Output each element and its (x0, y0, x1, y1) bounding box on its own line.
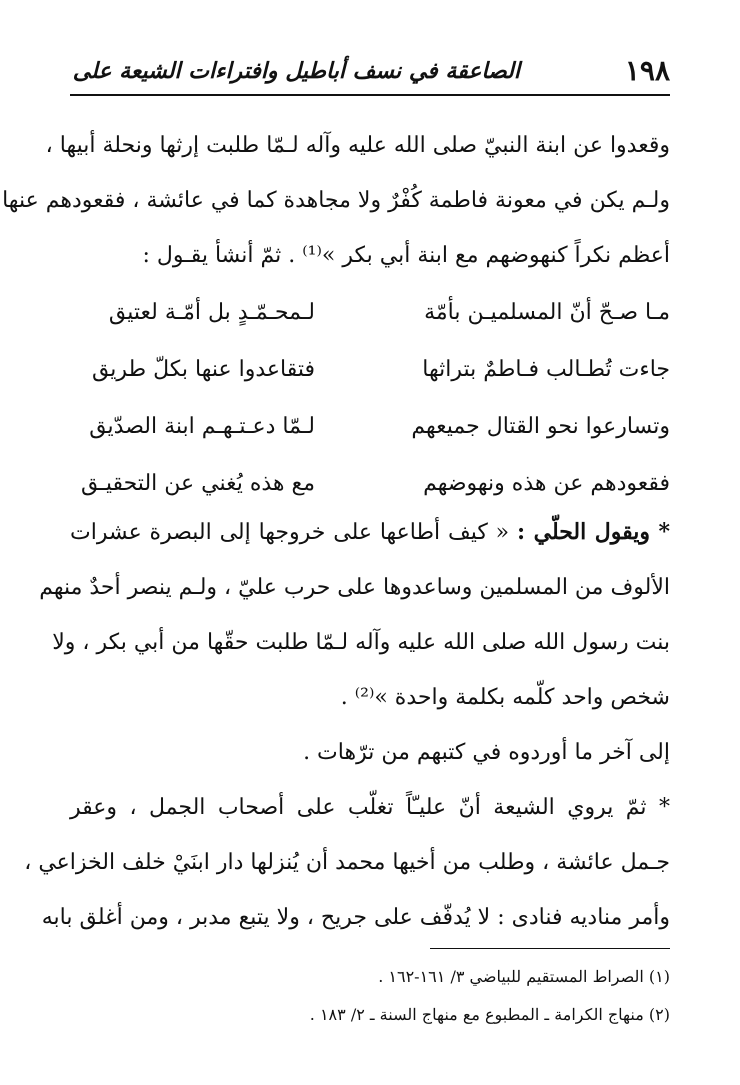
footnote-2: (٢) منهاج الكرامة ـ المطبوع مع منهاج السنة ـ ٢/ ١٨٣ . (309, 1005, 670, 1024)
paragraph-2-first-rest: « كيف أطاعها على خروجها إلى البصرة عشرات (70, 520, 517, 545)
text-line: وأمر مناديه فنادى : لا يُدفّف على جريح ، ولا يتبع مدبر ، ومن أغلق بابه (41, 905, 670, 930)
footnotes (70, 958, 670, 1034)
poem-verse (70, 288, 670, 345)
text-line: وقعدوا عن ابنة النبيّ صلى الله عليه وآله لـمّا طلبت إرثها ونحلة أبيها ، (45, 133, 670, 158)
paragraph-2-lead: * ويقول الحلّي : (516, 519, 670, 545)
page-header (70, 48, 670, 96)
footnote-rule (430, 948, 670, 949)
poem-verse (70, 402, 670, 459)
paragraph-1 (2, 118, 670, 283)
text-line: أعظم نكراً كنهوضهم مع ابنة أبي بكر »⁽¹⁾ . ثمّ أنشأ يقـول : (142, 243, 670, 268)
verse-first-hemistich: فقعودهم عن هذه ونهوضهم (423, 471, 670, 496)
verse-second-hemistich: لـمّا دعـتـهـم ابنة الصدّيق (89, 414, 315, 439)
verse-second-hemistich: لـمحـمّـدٍ بل أمّـة لعتيق (108, 300, 315, 325)
header-rule (70, 94, 670, 96)
text-line: بنت رسول الله صلى الله عليه وآله لـمّا طلبت حقّها من أبي بكر ، ولا (52, 630, 670, 655)
footnote-1: (١) الصراط المستقيم للبياضي ٣/ ١٦١-١٦٢ . (378, 967, 670, 986)
text-line: شخص واحد كلّمه بكلمة واحدة »⁽²⁾ . (340, 685, 670, 710)
paragraph-2-first-line (70, 505, 670, 560)
verse-first-hemistich: مـا صـحّ أنّ المسلميـن بأمّة (424, 300, 670, 325)
text-line: ولـم يكن في معونة فاطمة كُفْرٌ ولا مجاهدة كما في عائشة ، فقعودهم عنها (2, 188, 670, 213)
poem (70, 288, 670, 516)
text-line: * ثمّ يروي الشيعة أنّ عليـّاً تغلّب على أصحاب الجمل ، وعقر (70, 795, 670, 820)
paragraph-3: إلى آخر ما أوردوه في كتبهم من ترّهات . (303, 740, 670, 765)
verse-first-hemistich: جاءت تُطـالب فـاطمٌ بتراثها (422, 357, 670, 382)
text-line: الألوف من المسلمين وساعدوها على حرب عليّ ، ولـم ينصر أحدٌ منهم (39, 575, 670, 600)
verse-second-hemistich: فتقاعدوا عنها بكلّ طريق (91, 357, 315, 382)
poem-verse (70, 345, 670, 402)
main-text-continued (24, 505, 670, 945)
running-title: الصاعقة في نسف أباطيل وافتراءات الشيعة على (72, 58, 520, 84)
verse-first-hemistich: وتسارعوا نحو القتال جميعهم (411, 414, 670, 439)
verse-second-hemistich: مع هذه يُغني عن التحقيـق (81, 471, 315, 496)
text-line: جـمل عائشة ، وطلب من أخيها محمد أن يُنزلها دار ابنَيْ خلف الخزاعي ، (24, 850, 670, 875)
page-number: ١٩٨ (624, 54, 670, 87)
